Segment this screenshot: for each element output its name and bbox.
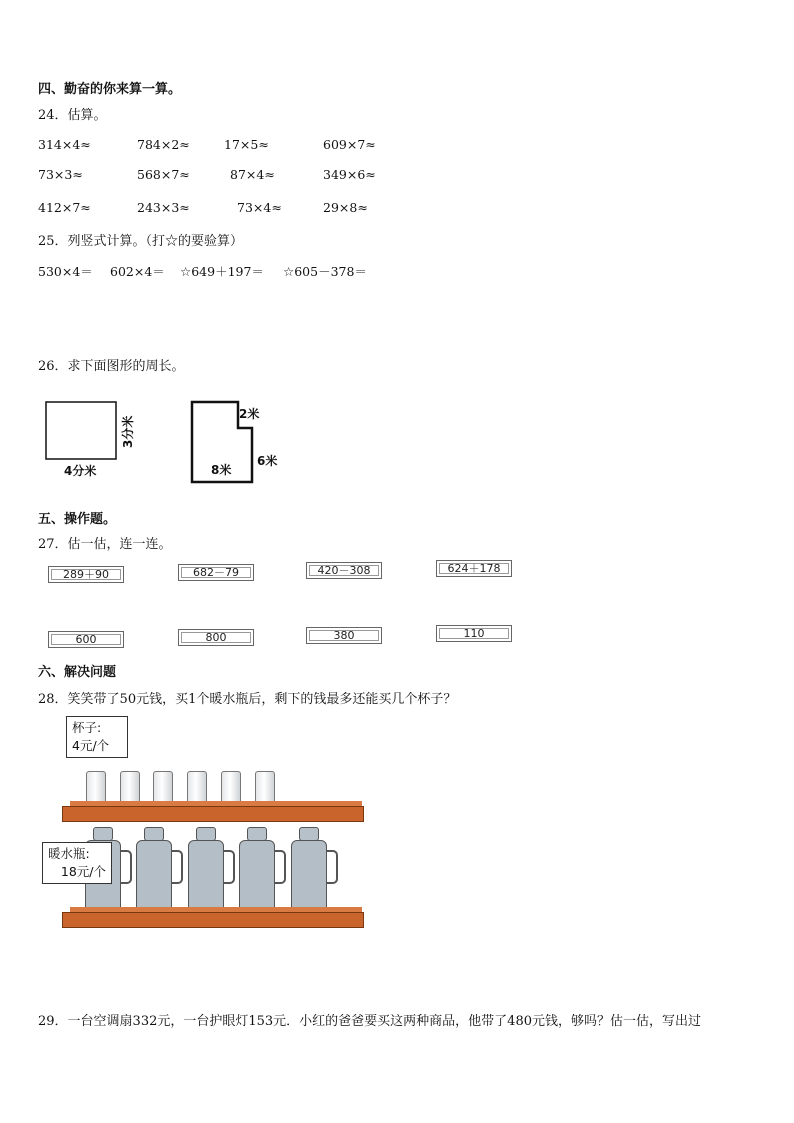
section-5-title: 五、操作题。 — [38, 512, 117, 527]
flask-handle — [171, 850, 183, 884]
flask-neck — [299, 827, 319, 841]
cup — [86, 771, 106, 805]
q24-item: 73×3≈ — [38, 167, 83, 182]
cup — [120, 771, 140, 805]
section-6-title: 六、解决问题 — [38, 665, 117, 680]
q29-title: 29．一台空调扇332元，一台护眼灯153元．小红的爸爸要买这两种商品，他带了480元钱，够吗？估一估，写出过 — [38, 1014, 701, 1029]
flask-neck — [247, 827, 267, 841]
flask-tag-line2: 18元/个 — [60, 864, 106, 879]
q25-item: ☆605－378＝ — [283, 264, 367, 279]
q24-item: 784×2≈ — [137, 137, 190, 152]
cup — [221, 771, 241, 805]
q25-title: 25．列竖式计算。（打☆的要验算） — [38, 234, 244, 249]
q24-item: 314×4≈ — [38, 137, 91, 152]
rect-width-label: 4分米 — [64, 464, 97, 478]
section-4-title: 四、勤奋的你来算一算。 — [38, 82, 182, 97]
q24-item: 412×7≈ — [38, 200, 91, 215]
q24-item: 17×5≈ — [224, 137, 269, 152]
q24-item: 243×3≈ — [137, 200, 190, 215]
q24-item: 568×7≈ — [137, 167, 190, 182]
expression-box[interactable]: 624＋178 — [436, 560, 512, 577]
flask — [239, 840, 275, 912]
q24-item: 609×7≈ — [323, 137, 376, 152]
cup — [187, 771, 207, 805]
lower-shelf — [62, 912, 364, 928]
answer-box[interactable]: 110 — [436, 625, 512, 642]
q26-title: 26．求下面图形的周长。 — [38, 359, 185, 374]
q24-item: 87×4≈ — [230, 167, 275, 182]
flask — [291, 840, 327, 912]
q28-title: 28．笑笑带了50元钱，买1个暖水瓶后，剩下的钱最多还能买几个杯子？ — [38, 692, 457, 707]
flask-tag-line1: 暖水瓶: — [48, 846, 90, 861]
answer-box[interactable]: 380 — [306, 627, 382, 644]
rect-height-label: 3分米 — [121, 415, 135, 448]
l-notch-label: 2米 — [239, 407, 260, 421]
q24-title: 24．估算。 — [38, 108, 107, 123]
flask-handle — [326, 850, 338, 884]
expression-box[interactable]: 682－79 — [178, 564, 254, 581]
cup — [255, 771, 275, 805]
q24-item: 73×4≈ — [237, 200, 282, 215]
l-bottom-label: 8米 — [211, 463, 232, 477]
rectangle-shape — [40, 398, 130, 468]
l-right-label: 6米 — [257, 454, 278, 468]
upper-shelf — [62, 806, 364, 822]
flask-neck — [144, 827, 164, 841]
q25-item: ☆649＋197＝ — [180, 264, 264, 279]
expression-box[interactable]: 420－308 — [306, 562, 382, 579]
expression-box[interactable]: 289＋90 — [48, 566, 124, 583]
cup-price-tag — [66, 716, 128, 758]
flask-handle — [274, 850, 286, 884]
q25-item: 530×4＝ — [38, 264, 93, 279]
flask — [136, 840, 172, 912]
q24-item: 29×8≈ — [323, 200, 368, 215]
answer-box[interactable]: 800 — [178, 629, 254, 646]
cup-tag-line2: 4元/个 — [72, 738, 110, 753]
q25-item: 602×4＝ — [110, 264, 165, 279]
answer-box[interactable]: 600 — [48, 631, 124, 648]
q24-item: 349×6≈ — [323, 167, 376, 182]
flask-price-tag — [42, 842, 112, 884]
flask-handle — [223, 850, 235, 884]
flask-handle — [120, 850, 132, 884]
flask — [188, 840, 224, 912]
cup — [153, 771, 173, 805]
flask-neck — [196, 827, 216, 841]
cup-tag-line1: 杯子: — [72, 720, 102, 735]
q27-title: 27．估一估，连一连。 — [38, 537, 172, 552]
flask-neck — [93, 827, 113, 841]
